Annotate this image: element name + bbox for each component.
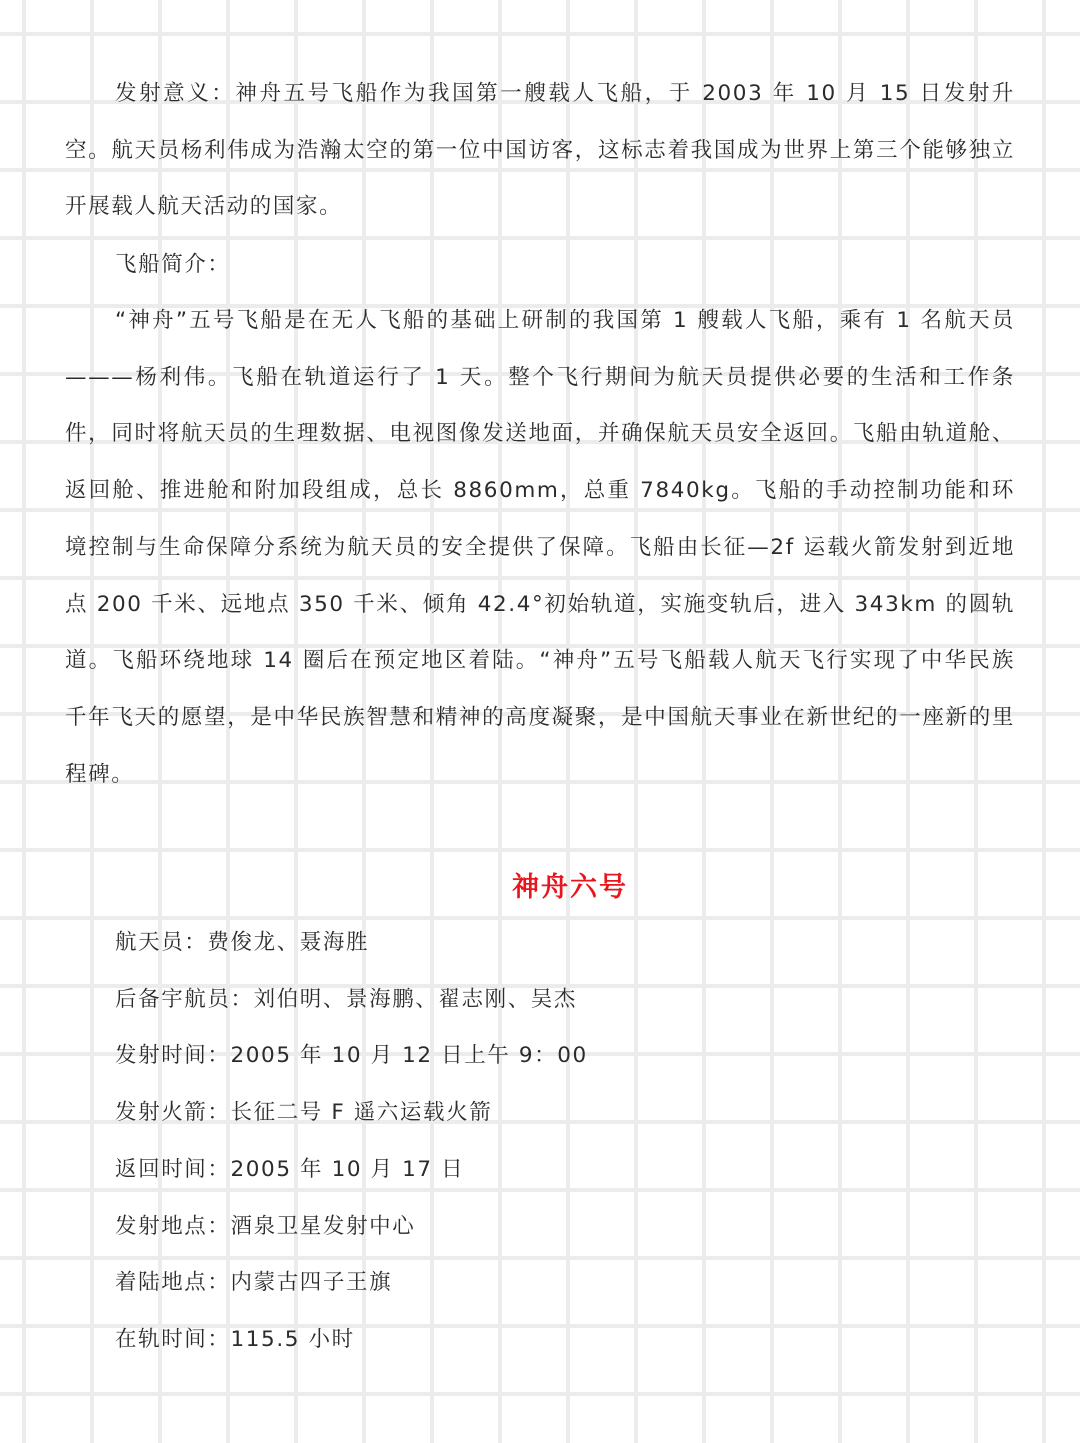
fact-launch-time: 发射时间：2005 年 10 月 12 日上午 9：00 [115, 1043, 588, 1069]
fact-backup-astronauts: 后备宇航员：刘伯明、景海鹏、翟志刚、吴杰 [115, 986, 578, 1012]
mission-facts-list [115, 915, 588, 1369]
fact-return-time: 返回时间：2005 年 10 月 17 日 [115, 1156, 465, 1182]
fact-launch-site: 发射地点：酒泉卫星发射中心 [115, 1213, 416, 1239]
fact-astronauts: 航天员：费俊龙、聂海胜 [115, 930, 370, 955]
fact-launch-rocket: 发射火箭：长征二号 F 遥六运载火箭 [115, 1100, 493, 1126]
fact-landing-site: 着陆地点：内蒙古四子王旗 [115, 1270, 393, 1296]
spacecraft-profile-heading: 飞船简介： [115, 252, 231, 277]
section-title: 神舟六号 [512, 872, 628, 903]
spacecraft-profile-paragraph: “神舟”五号飞船是在无人飞船的基础上研制的我国第 1 艘载人飞船，乘有 1 名航天员———杨利伟。飞船在轨道运行了 1 天。整个飞行期间为航天员提供必要的生活和工作条件，同时将航天员的生理数据、电视图像发送地面，并确保航天员安全返回。飞船由轨道舱、返回舱、推进舱和附加段组成，总长 8860mm，总重 7840kg。飞船的手动控制功能和环境控制与生命保障分系统为航天员的安全提供了保障。飞船由长征—2f 运载火箭发射到近地点 200 千米、远地点 350 千米、倾角 42.4°初始轨道，实施变轨后，进入 343km 的圆轨道。飞船环绕地球 14 圈后在预定地区着陆。“神舟”五号飞船载人航天飞行实现了中华民族千年飞天的愿望，是中华民族智慧和精神的高度凝聚，是中国航天事业在新世纪的一座新的里程碑。 [65, 308, 1015, 787]
launch-significance-paragraph: 发射意义：神舟五号飞船作为我国第一艘载人飞船，于 2003 年 10 月 15 日发射升空。航天员杨利伟成为浩瀚太空的第一位中国访客，这标志着我国成为世界上第三个能够独立开展载人航天活动的国家。 [65, 81, 1015, 220]
fact-orbit-duration: 在轨时间：115.5 小时 [115, 1326, 355, 1352]
